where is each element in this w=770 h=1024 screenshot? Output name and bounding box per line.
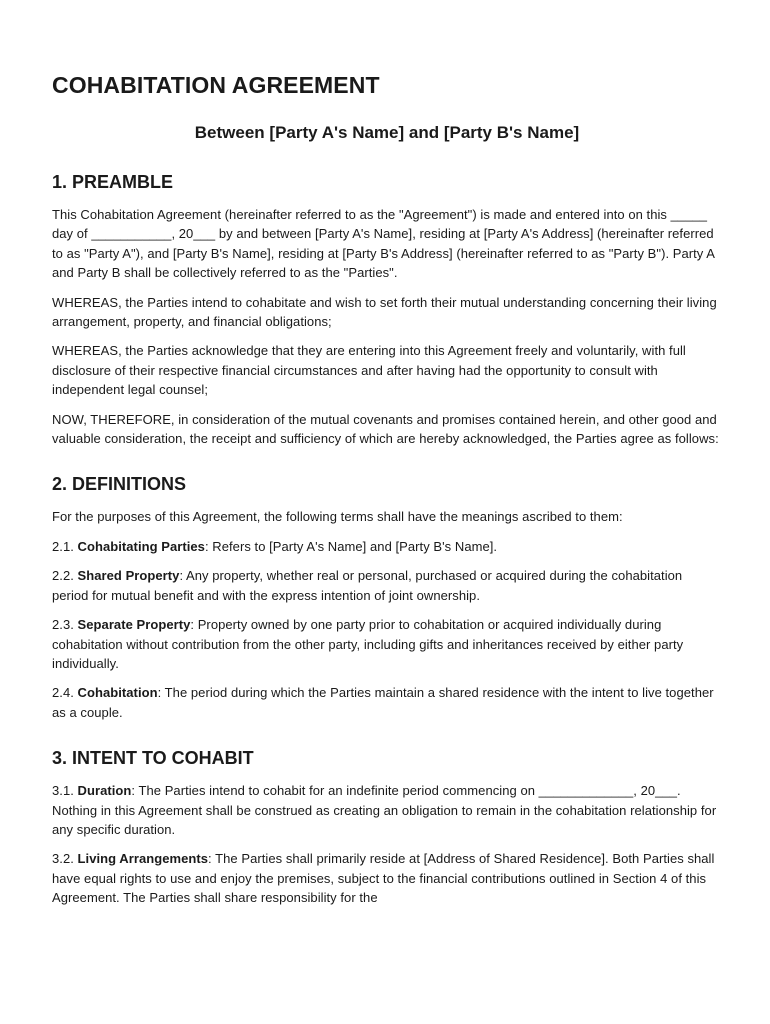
document-page [52, 70, 722, 908]
paragraph: WHEREAS, the Parties intend to cohabitate and wish to set forth their mutual understanding concerning their living arrangement, property, and financial obligations; [52, 294, 717, 330]
paragraph: This Cohabitation Agreement (hereinafter referred to as the "Agreement") is made and entered into on this _____ day of ___________, 20___ by and between [Party A's Name], residing at [Party A's Address] (hereinafter referred to as "Party A"), and [Party B's Name], residing at [Party B's Address] (hereinafter referred to as "Party B"). Party A and Party B shall be collectively referred to as the "Parties". [52, 207, 715, 281]
clause-term: Duration [77, 783, 132, 799]
item-number: 2.2. [52, 568, 78, 584]
document-title: COHABITATION AGREEMENT [52, 72, 380, 98]
item-number: 2.4. [52, 685, 78, 701]
section-heading: 3. INTENT TO COHABIT [52, 748, 254, 769]
clause-term: Living Arrangements [77, 851, 209, 867]
definition-item [52, 615, 722, 673]
item-text: : The Parties intend to cohabit for an indefinite period commencing on _____________, 20___. Nothing in this Agreement shall be construed as creating an obligation to remain in the cohabitation relationship for any specific duration. [52, 783, 717, 837]
definition-item [52, 683, 722, 722]
definition-item [52, 537, 722, 556]
section-heading: 2. DEFINITIONS [52, 474, 187, 495]
item-number: 2.1. [52, 538, 78, 554]
defined-term: Cohabitation [77, 685, 158, 701]
defined-term: Shared Property [77, 568, 180, 584]
item-number: 3.2. [52, 851, 78, 867]
clause-item [52, 781, 722, 839]
section-preamble [52, 170, 722, 448]
item-number: 2.3. [52, 617, 78, 633]
section-definitions [52, 472, 722, 722]
item-text: : The Parties shall primarily reside at [Address of Shared Residence]. Both Parties shall have equal rights to use and enjoy the premises, subject to the financial contributions outlined in Section 4 of this Agreement. The Parties shall share responsibility for the [52, 851, 715, 906]
section-intro: For the purposes of this Agreement, the following terms shall have the meanings ascribed to them: [52, 509, 623, 525]
paragraph: WHEREAS, the Parties acknowledge that they are entering into this Agreement freely and voluntarily, with full disclosure of their respective financial circumstances and after having had the opportunity to consult with independent legal counsel; [52, 343, 686, 398]
item-text: : Refers to [Party A's Name] and [Party B's Name]. [204, 538, 498, 554]
item-text: : Property owned by one party prior to cohabitation or acquired individually during cohabitation without contribution from the other party, including gifts and inheritances received by either party individually. [52, 617, 684, 671]
defined-term: Cohabitating Parties [77, 538, 205, 554]
clause-item [52, 849, 722, 907]
item-text: : The period during which the Parties maintain a shared residence with the intent to live together as a couple. [52, 685, 714, 720]
section-intent-to-cohabit [52, 746, 722, 907]
definition-item [52, 566, 722, 605]
section-heading: 1. PREAMBLE [52, 172, 174, 192]
item-text: : Any property, whether real or personal, purchased or acquired during the cohabitation period for mutual benefit and with the express intention of joint ownership. [52, 568, 683, 603]
item-number: 3.1. [52, 783, 78, 799]
paragraph: NOW, THEREFORE, in consideration of the mutual covenants and promises contained herein, and other good and valuable consideration, the receipt and sufficiency of which are hereby acknowledged, the Parties agree as follows: [52, 411, 719, 447]
defined-term: Separate Property [77, 617, 191, 633]
document-subtitle: Between [Party A's Name] and [Party B's Name] [194, 123, 580, 142]
